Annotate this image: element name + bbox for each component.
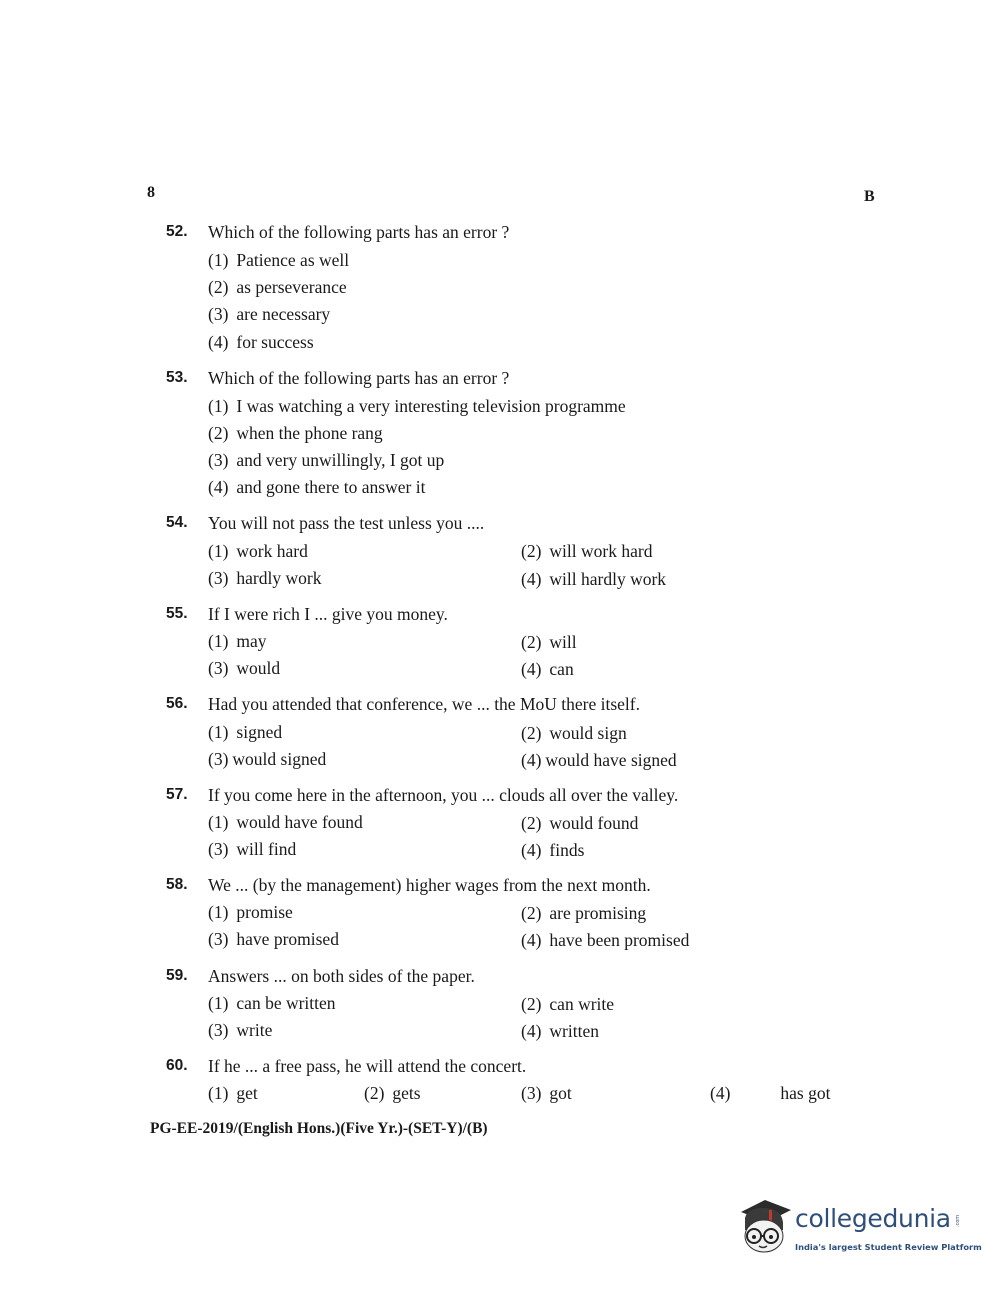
- question-number: 56.: [166, 695, 188, 712]
- question-number: 59.: [166, 967, 188, 984]
- option: (1) would have found: [208, 812, 363, 832]
- question-number: 52.: [166, 223, 188, 240]
- option: (1) signed: [208, 722, 283, 742]
- question-text: You will not pass the test unless you ....: [208, 513, 485, 533]
- question-text: Answers ... on both sides of the paper.: [208, 966, 475, 986]
- option: (3) got: [521, 1083, 572, 1103]
- option: (3) have promised: [208, 929, 339, 949]
- question-number: 54.: [166, 514, 188, 531]
- option: (4) written: [521, 1021, 599, 1041]
- option: (3) and very unwillingly, I got up: [208, 450, 445, 470]
- option: (2) when the phone rang: [208, 423, 383, 443]
- option: (4) finds: [521, 840, 585, 860]
- option: (1) may: [208, 631, 267, 651]
- option: (2) as perseverance: [208, 277, 347, 297]
- question-number: 60.: [166, 1057, 188, 1074]
- option: (4) will hardly work: [521, 569, 667, 589]
- option: (2) would sign: [521, 723, 627, 743]
- option: (3) will find: [208, 839, 297, 859]
- option: (2) are promising: [521, 903, 647, 923]
- question-text: If he ... a free pass, he will attend the concert.: [208, 1056, 527, 1076]
- option: (3) hardly work: [208, 568, 322, 588]
- question-text: Which of the following parts has an error ?: [208, 368, 510, 388]
- watermark-logo: [735, 1196, 982, 1268]
- page-number: 8: [147, 184, 155, 201]
- option: (4) have been promised: [521, 930, 690, 950]
- question-number: 58.: [166, 876, 188, 893]
- option: (3) are necessary: [208, 304, 331, 324]
- option: (4) can: [521, 659, 574, 679]
- option: (2) would found: [521, 813, 639, 833]
- option: (3) would signed: [208, 749, 327, 769]
- brand-tagline: India's largest Student Review Platform: [795, 1242, 982, 1252]
- option: (4) and gone there to answer it: [208, 477, 426, 497]
- option: (4) would have signed: [521, 750, 677, 770]
- option: (1) get: [208, 1083, 258, 1103]
- option: (1) can be written: [208, 993, 336, 1013]
- question-number: 53.: [166, 369, 188, 386]
- question-number: 57.: [166, 786, 188, 803]
- option: (2) gets: [364, 1083, 421, 1103]
- option: (1) promise: [208, 902, 293, 922]
- question-number: 55.: [166, 605, 188, 622]
- option: (1) I was watching a very interesting television programme: [208, 396, 626, 416]
- brand-suffix: .com: [955, 1214, 962, 1228]
- option: (2) will: [521, 632, 577, 652]
- question-text: Which of the following parts has an error ?: [208, 222, 510, 242]
- option: (2) can write: [521, 994, 615, 1014]
- question-text: If you come here in the afternoon, you ... clouds all over the valley.: [208, 785, 679, 805]
- question-text: If I were rich I ... give you money.: [208, 604, 448, 624]
- option: (1) Patience as well: [208, 250, 350, 270]
- option: (3) write: [208, 1020, 273, 1040]
- paper-code-footer: PG-EE-2019/(English Hons.)(Five Yr.)-(SET-Y)/(B): [150, 1120, 488, 1137]
- brand-name: collegedunia: [795, 1204, 951, 1233]
- set-letter: B: [864, 188, 875, 205]
- mascot-icon: [735, 1196, 795, 1266]
- option: (4) has got: [710, 1083, 831, 1103]
- option: (2) will work hard: [521, 541, 653, 561]
- option: (3) would: [208, 658, 281, 678]
- option: (1) work hard: [208, 541, 308, 561]
- question-text: Had you attended that conference, we ... the MoU there itself.: [208, 694, 640, 714]
- question-text: We ... (by the management) higher wages from the next month.: [208, 875, 651, 895]
- option: (4) for success: [208, 332, 314, 352]
